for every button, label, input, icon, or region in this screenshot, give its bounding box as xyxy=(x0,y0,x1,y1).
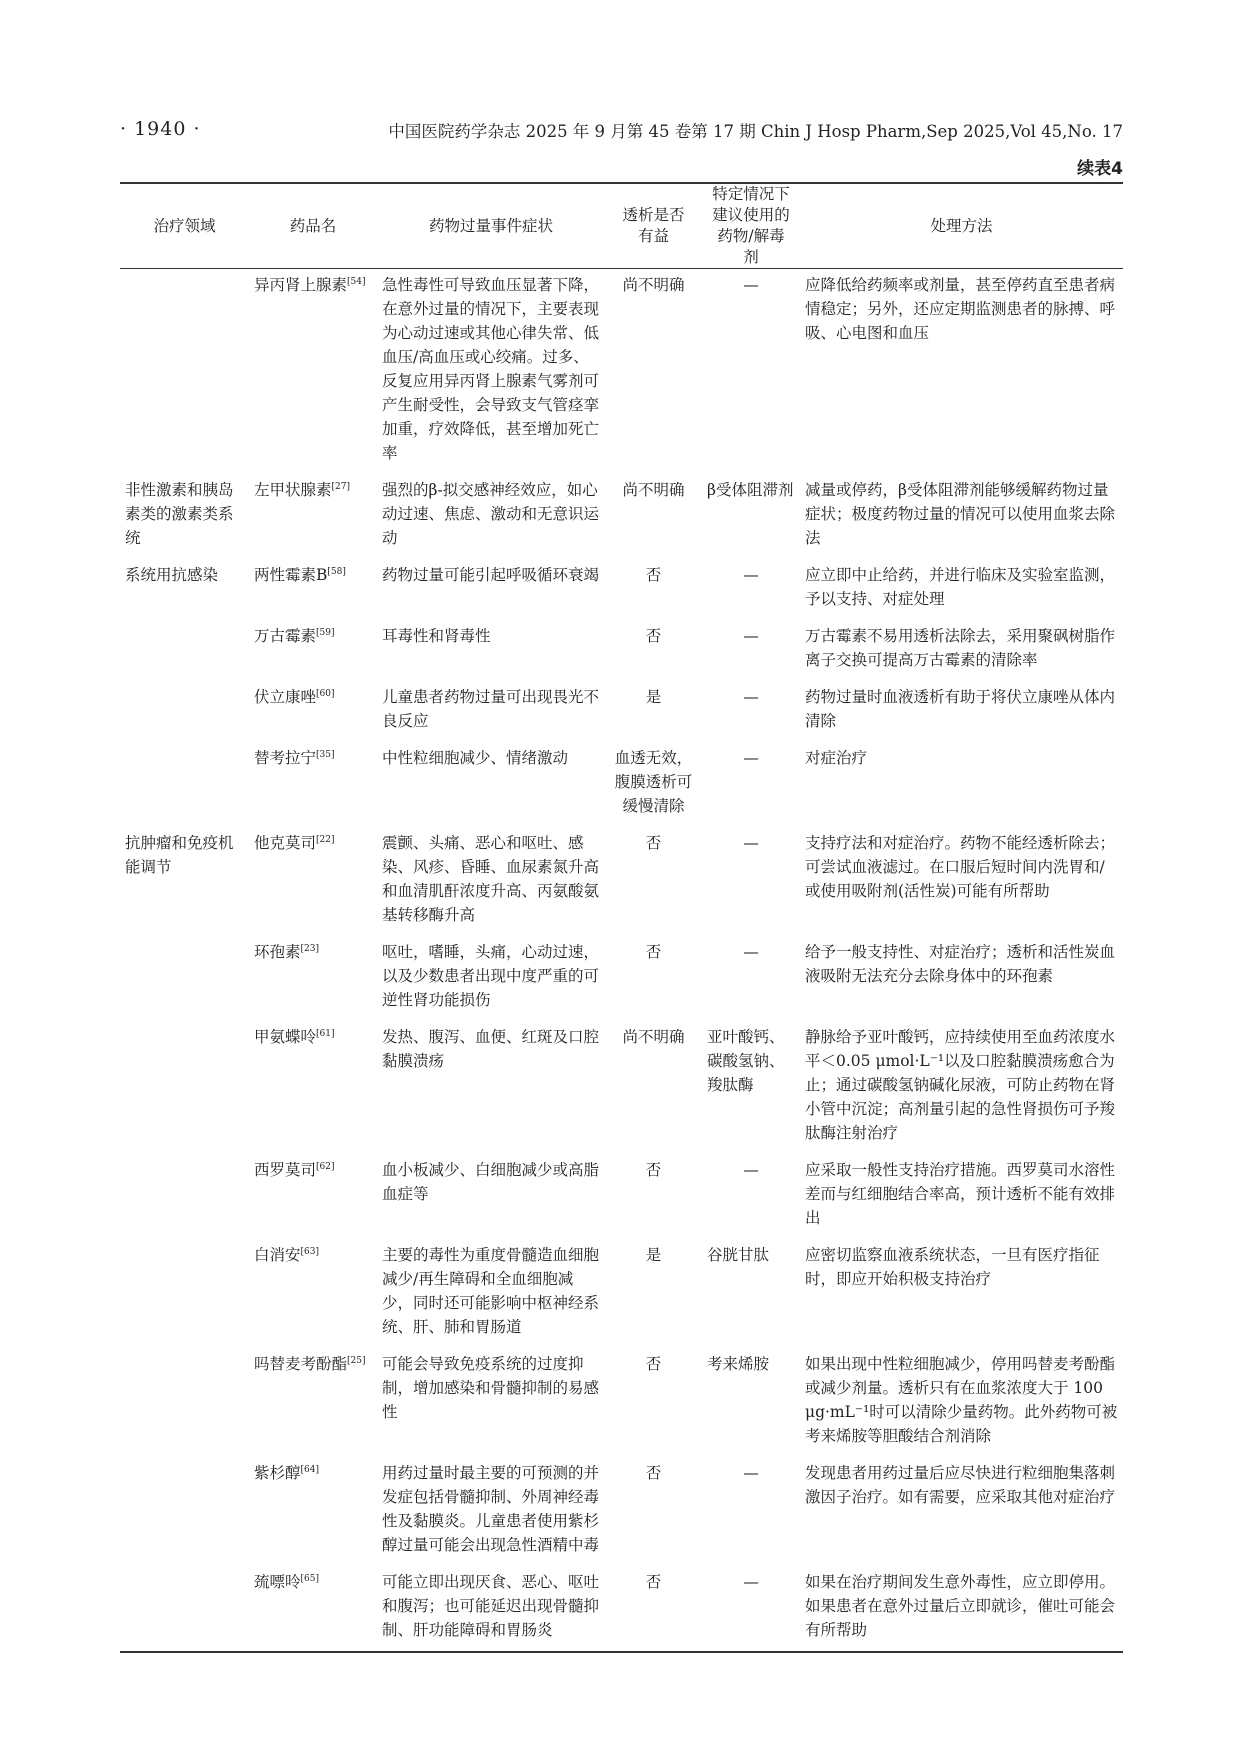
cell-antidote: — xyxy=(743,1464,759,1482)
column-header-symptoms: 药物过量事件症状 xyxy=(428,216,553,235)
cell-drug: 西罗莫司[62] xyxy=(254,1161,335,1179)
cell-treatment: 减量或停药，β受体阻滞剂能够缓解药物过量症状；极度药物过量的情况可以使用血浆去除法 xyxy=(805,481,1116,547)
reference-number: [60] xyxy=(316,688,335,699)
reference-number: [65] xyxy=(300,1573,319,1584)
cell-drug: 万古霉素[59] xyxy=(254,627,335,645)
cell-drug: 巯嘌呤[65] xyxy=(254,1573,319,1591)
cell-treatment: 给予一般支持性、对症治疗；透析和活性炭血液吸附无法充分去除身体中的环孢素 xyxy=(805,943,1116,985)
cell-treatment: 静脉给予亚叶酸钙，应持续使用至血药浓度水平＜0.05 μmol·L⁻¹以及口腔黏膜溃疡愈合为止；通过碳酸氢钠碱化尿液，可防止药物在肾小管中沉淀；高剂量引起的急性肾损伤可予羧肽酶注射治疗 xyxy=(805,1028,1116,1142)
table-row xyxy=(120,827,1123,936)
cell-symptoms: 发热、腹泻、血便、红斑及口腔黏膜溃疡 xyxy=(382,1028,600,1070)
cell-symptoms: 急性毒性可导致血压显著下降，在意外过量的情况下，主要表现为心动过速或其他心律失常、低血压/高血压或心绞痛。过多、反复应用异丙肾上腺素气雾剂可产生耐受性，会导致支气管痉挛加重，疗效降低，甚至增加死亡率 xyxy=(382,276,600,462)
table-header-row xyxy=(120,183,1123,269)
reference-number: [63] xyxy=(300,1246,319,1257)
cell-symptoms: 可能立即出现厌食、恶心、呕吐和腹泻；也可能延迟出现骨髓抑制、肝功能障碍和胃肠炎 xyxy=(382,1573,600,1639)
table-row xyxy=(120,269,1123,475)
cell-drug: 两性霉素B[58] xyxy=(254,566,346,584)
cell-symptoms: 主要的毒性为重度骨髓造血细胞减少/再生障碍和全血细胞减少，同时还可能影响中枢神经系统、肝、肺和胃肠道 xyxy=(382,1246,600,1336)
cell-dialysis: 是 xyxy=(645,1246,662,1264)
table-continued-label: 续表4 xyxy=(1077,159,1123,179)
cell-symptoms: 可能会导致免疫系统的过度抑制，增加感染和骨髓抑制的易感性 xyxy=(382,1355,600,1421)
page-number: · 1940 · xyxy=(120,118,201,140)
reference-number: [35] xyxy=(316,749,335,760)
cell-antidote: — xyxy=(743,627,759,645)
cell-area xyxy=(120,1239,249,1348)
cell-area xyxy=(120,1021,249,1154)
table-row xyxy=(120,681,1123,742)
reference-number: [59] xyxy=(316,627,335,638)
cell-antidote: — xyxy=(743,943,759,961)
column-header-treatment: 处理方法 xyxy=(930,216,993,235)
cell-antidote: 谷胱甘肽 xyxy=(707,1246,770,1264)
cell-area xyxy=(120,742,249,827)
cell-treatment: 对症治疗 xyxy=(805,749,868,767)
table-row xyxy=(120,1348,1123,1457)
reference-number: [61] xyxy=(316,1028,335,1039)
reference-number: [54] xyxy=(347,276,366,287)
reference-number: [64] xyxy=(300,1464,319,1475)
cell-treatment: 应采取一般性支持治疗措施。西罗莫司水溶性差而与红细胞结合率高，预计透析不能有效排出 xyxy=(805,1161,1116,1227)
cell-area xyxy=(120,681,249,742)
reference-number: [27] xyxy=(331,481,350,492)
cell-dialysis: 尚不明确 xyxy=(622,481,685,499)
reference-number: [23] xyxy=(300,943,319,954)
cell-symptoms: 强烈的β-拟交感神经效应，如心动过速、焦虑、激动和无意识运动 xyxy=(382,481,600,547)
page-header xyxy=(120,118,1123,146)
cell-symptoms: 儿童患者药物过量可出现畏光不良反应 xyxy=(382,688,600,730)
table-row xyxy=(120,1566,1123,1652)
cell-symptoms: 中性粒细胞减少、情绪激动 xyxy=(382,749,569,767)
overdose-table xyxy=(120,182,1123,1653)
cell-antidote: 考来烯胺 xyxy=(707,1355,770,1373)
cell-symptoms: 震颤、头痛、恶心和呕吐、感染、风疹、昏睡、血尿素氮升高和血清肌酐浓度升高、丙氨酸氨基转移酶升高 xyxy=(382,834,600,924)
cell-symptoms: 药物过量可能引起呼吸循环衰竭 xyxy=(382,566,600,584)
cell-antidote: β受体阻滞剂 xyxy=(707,481,794,499)
cell-antidote: — xyxy=(743,1573,759,1591)
reference-number: [58] xyxy=(327,566,346,577)
table-row xyxy=(120,936,1123,1021)
cell-drug: 他克莫司[22] xyxy=(254,834,335,852)
cell-drug: 替考拉宁[35] xyxy=(254,749,335,767)
cell-dialysis: 否 xyxy=(645,1573,662,1591)
reference-number: [62] xyxy=(316,1161,335,1172)
cell-treatment: 药物过量时血液透析有助于将伏立康唑从体内清除 xyxy=(805,688,1116,730)
cell-dialysis: 尚不明确 xyxy=(622,276,685,294)
column-header-antidote: 特定情况下建议使用的药物/解毒剂 xyxy=(712,185,790,266)
column-header-drug: 药品名 xyxy=(289,216,337,235)
cell-dialysis: 否 xyxy=(645,1355,662,1373)
cell-treatment: 应立即中止给药，并进行临床及实验室监测，予以支持、对症处理 xyxy=(805,566,1116,608)
cell-dialysis: 血透无效，腹膜透析可缓慢清除 xyxy=(614,749,693,815)
cell-antidote: — xyxy=(743,276,759,294)
cell-area xyxy=(120,936,249,1021)
cell-area xyxy=(120,1566,249,1652)
cell-treatment: 支持疗法和对症治疗。药物不能经透析除去；可尝试血液滤过。在口服后短时间内洗胃和/或使用吸附剂(活性炭)可能有所帮助 xyxy=(805,834,1116,900)
cell-treatment: 发现患者用药过量后应尽快进行粒细胞集落刺激因子治疗。如有需要，应采取其他对症治疗 xyxy=(805,1464,1116,1506)
cell-antidote: 亚叶酸钙、碳酸氢钠、羧肽酶 xyxy=(707,1028,785,1094)
cell-dialysis: 是 xyxy=(645,688,662,706)
cell-treatment: 万古霉素不易用透析法除去，采用聚砜树脂作离子交换可提高万古霉素的清除率 xyxy=(805,627,1116,669)
table-row xyxy=(120,1154,1123,1239)
journal-citation: 中国医院药学杂志 2025 年 9 月第 45 卷第 17 期 Chin J Hosp Pharm,Sep 2025,Vol 45,No. 17 xyxy=(388,122,1123,141)
cell-antidote: — xyxy=(743,688,759,706)
cell-area xyxy=(120,269,249,475)
cell-dialysis: 尚不明确 xyxy=(622,1028,685,1046)
cell-antidote: — xyxy=(743,1161,759,1179)
cell-area xyxy=(120,1154,249,1239)
table-row xyxy=(120,1457,1123,1566)
cell-drug: 左甲状腺素[27] xyxy=(254,481,350,499)
cell-dialysis: 否 xyxy=(645,1161,662,1179)
cell-symptoms: 耳毒性和肾毒性 xyxy=(382,627,491,645)
cell-dialysis: 否 xyxy=(645,834,662,852)
cell-symptoms: 呕吐，嗜睡，头痛，心动过速，以及少数患者出现中度严重的可逆性肾功能损伤 xyxy=(382,943,600,1009)
cell-dialysis: 否 xyxy=(645,943,662,961)
cell-drug: 伏立康唑[60] xyxy=(254,688,335,706)
table-row xyxy=(120,620,1123,681)
cell-drug: 甲氨蝶呤[61] xyxy=(254,1028,335,1046)
table-body xyxy=(120,269,1123,1653)
cell-treatment: 应降低给药频率或剂量，甚至停药直至患者病情稳定；另外，还应定期监测患者的脉搏、呼吸、心电图和血压 xyxy=(805,276,1116,342)
cell-antidote: — xyxy=(743,834,759,852)
reference-number: [22] xyxy=(316,834,335,845)
table-row xyxy=(120,1239,1123,1348)
cell-symptoms: 血小板减少、白细胞减少或高脂血症等 xyxy=(382,1161,600,1203)
cell-drug: 异丙肾上腺素[54] xyxy=(254,276,366,294)
cell-dialysis: 否 xyxy=(645,566,662,584)
cell-area: 非性激素和胰岛素类的激素类系统 xyxy=(125,481,234,547)
table-row xyxy=(120,1021,1123,1154)
cell-symptoms: 用药过量时最主要的可预测的并发症包括骨髓抑制、外周神经毒性及黏膜炎。儿童患者使用紫杉醇过量可能会出现急性酒精中毒 xyxy=(382,1464,600,1554)
table-row xyxy=(120,474,1123,559)
cell-antidote: — xyxy=(743,566,759,584)
column-header-area: 治疗领域 xyxy=(153,216,216,235)
cell-area: 系统用抗感染 xyxy=(125,566,219,584)
reference-number: [25] xyxy=(347,1355,366,1366)
cell-area: 抗肿瘤和免疫机能调节 xyxy=(125,834,234,876)
cell-area xyxy=(120,1457,249,1566)
cell-area xyxy=(120,1348,249,1457)
column-header-dialysis: 透析是否有益 xyxy=(622,206,685,245)
cell-antidote: — xyxy=(743,749,759,767)
cell-drug: 环孢素[23] xyxy=(254,943,319,961)
cell-treatment: 如果出现中性粒细胞减少，停用吗替麦考酚酯或减少剂量。透析只有在血浆浓度大于 100 μg·mL⁻¹时可以清除少量药物。此外药物可被考来烯胺等胆酸结合剂消除 xyxy=(805,1355,1118,1445)
cell-drug: 紫杉醇[64] xyxy=(254,1464,319,1482)
cell-drug: 白消安[63] xyxy=(254,1246,319,1264)
cell-drug: 吗替麦考酚酯[25] xyxy=(254,1355,366,1373)
cell-treatment: 如果在治疗期间发生意外毒性，应立即停用。如果患者在意外过量后立即就诊，催吐可能会有所帮助 xyxy=(805,1573,1116,1639)
table-row xyxy=(120,559,1123,620)
cell-treatment: 应密切监察血液系统状态，一旦有医疗指征时，即应开始积极支持治疗 xyxy=(805,1246,1100,1288)
cell-dialysis: 否 xyxy=(645,627,662,645)
cell-area xyxy=(120,620,249,681)
cell-dialysis: 否 xyxy=(645,1464,662,1482)
table-row xyxy=(120,742,1123,827)
